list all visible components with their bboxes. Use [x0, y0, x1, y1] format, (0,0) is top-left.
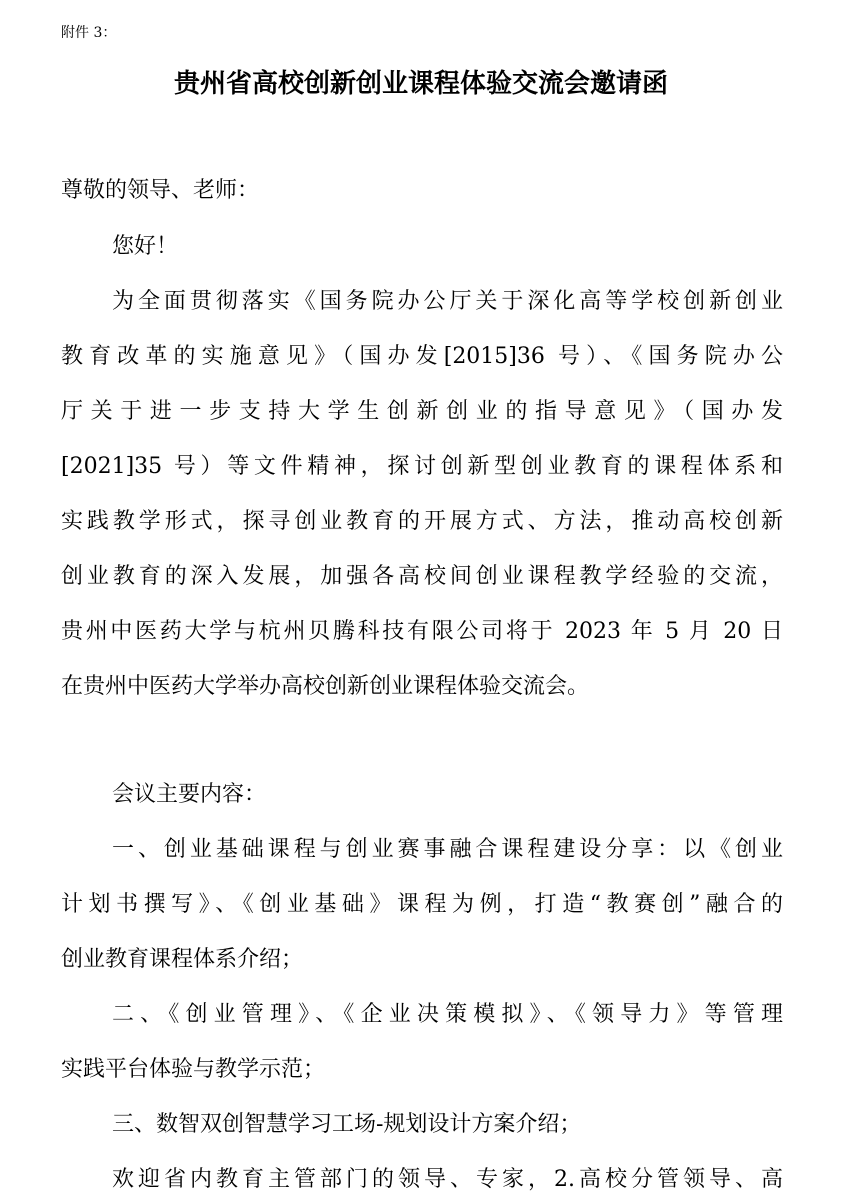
item-2-line: 二、《创业管理》、《企业决策模拟》、《领导力》等管理	[112, 1002, 783, 1027]
item-1-line: 创业教育课程体系介绍；	[61, 947, 304, 972]
item-3-line: 三、数智双创智慧学习工场-规划设计方案介绍；	[112, 1112, 582, 1137]
intro-line: 创业教育的深入发展，加强各高校间创业课程教学经验的交流，	[61, 564, 783, 589]
item-1-line: 计划书撰写》、《创业基础》课程为例，打造“教赛创”融合的	[61, 892, 783, 917]
intro-line: 实践教学形式，探寻创业教育的开展方式、方法，推动高校创新	[61, 509, 783, 534]
intro-line: 为全面贯彻落实《国务院办公厅关于深化高等学校创新创业	[112, 289, 783, 314]
item-2-line: 实践平台体验与教学示范；	[61, 1057, 326, 1082]
intro-line: 厅关于进一步支持大学生创新创业的指导意见》（国办发	[61, 399, 783, 424]
item-1-line: 一、创业基础课程与创业赛事融合课程建设分享：以《创业	[112, 837, 783, 862]
content-heading: 会议主要内容：	[112, 782, 267, 807]
intro-line: 在贵州中医药大学举办高校创新创业课程体验交流会。	[61, 674, 590, 699]
attachment-label: 附件 3：	[61, 25, 117, 41]
intro-line: 教育改革的实施意见》（国办发[2015]36 号）、《国务院办公	[61, 344, 783, 369]
intro-line: 贵州中医药大学与杭州贝腾科技有限公司将于 2023 年 5 月 20 日	[61, 619, 783, 644]
closing-line: 欢迎省内教育主管部门的领导、专家，2.高校分管领导、高	[112, 1167, 783, 1192]
salutation: 尊敬的领导、老师：	[61, 178, 260, 203]
greeting: 您好！	[112, 234, 179, 259]
intro-line: [2021]35 号）等文件精神，探讨创新型创业教育的课程体系和	[61, 454, 783, 479]
document-title: 贵州省高校创新创业课程体验交流会邀请函	[173, 69, 668, 99]
